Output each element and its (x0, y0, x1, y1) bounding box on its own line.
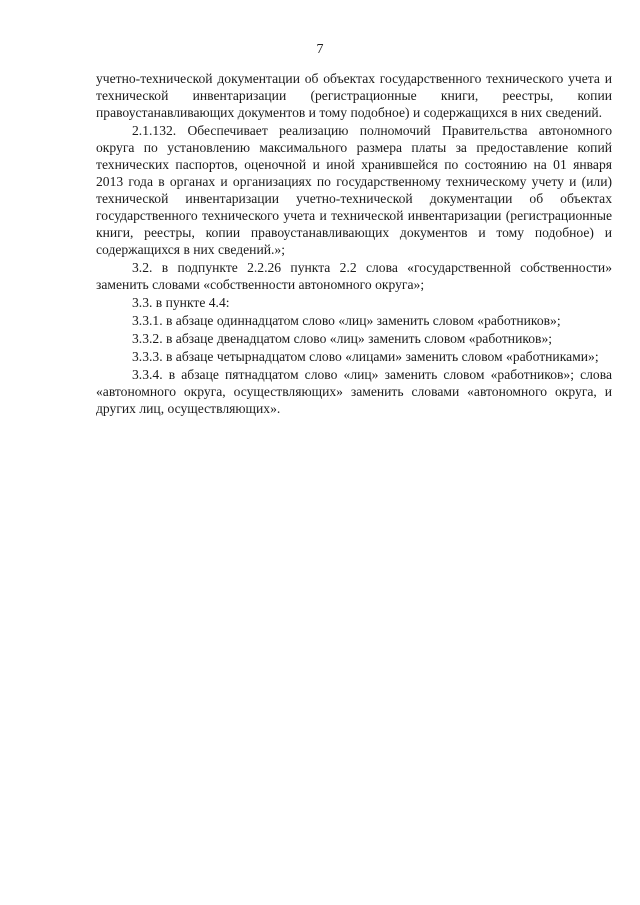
paragraph-3-3-4: 3.3.4. в абзаце пятнадцатом слово «лиц» заменить словом «работников»; слова «автономного округа, осуществляющих» заменить словами «автономного округа, и других лиц, осуществляющих». (96, 367, 612, 416)
paragraph-2-1-132: 2.1.132. Обеспечивает реализацию полномочий Правительства автономного округа по установлению максимального размера платы за предоставление копий технических паспортов, оценочной и иной хранившейся по состоянию на 01 января 2013 года в органах и организациях по государственному техническому учету и (или) технической инвентаризации учетно-технической документации об объектах государственного технического учета и технической инвентаризации (регистрационные книги, реестры, копии правоустанавливающих документов и тому подобное) и содержащихся в них сведений.»; (96, 123, 612, 257)
paragraph-3-3: 3.3. в пункте 4.4: (132, 295, 230, 310)
paragraph-3-3-1: 3.3.1. в абзаце одиннадцатом слово «лиц» заменить словом «работников»; (132, 313, 561, 328)
paragraph-3-2: 3.2. в подпункте 2.2.26 пункта 2.2 слова «государственной собственности» заменить словами «собственности автономного округа»; (96, 260, 612, 292)
paragraph-3-3-2: 3.3.2. в абзаце двенадцатом слово «лиц» заменить словом «работников»; (132, 331, 553, 346)
document-body (96, 70, 612, 418)
paragraph-3-3-3: 3.3.3. в абзаце четырнадцатом слово «лицами» заменить словом «работниками»; (132, 349, 599, 364)
page-number: 7 (316, 42, 324, 57)
paragraph-continuation: учетно-технической документации об объектах государственного технического учета и технической инвентаризации (регистрационные книги, реестры, копии правоустанавливающих документов и тому подобное) и содержащихся в них сведений. (96, 71, 612, 120)
